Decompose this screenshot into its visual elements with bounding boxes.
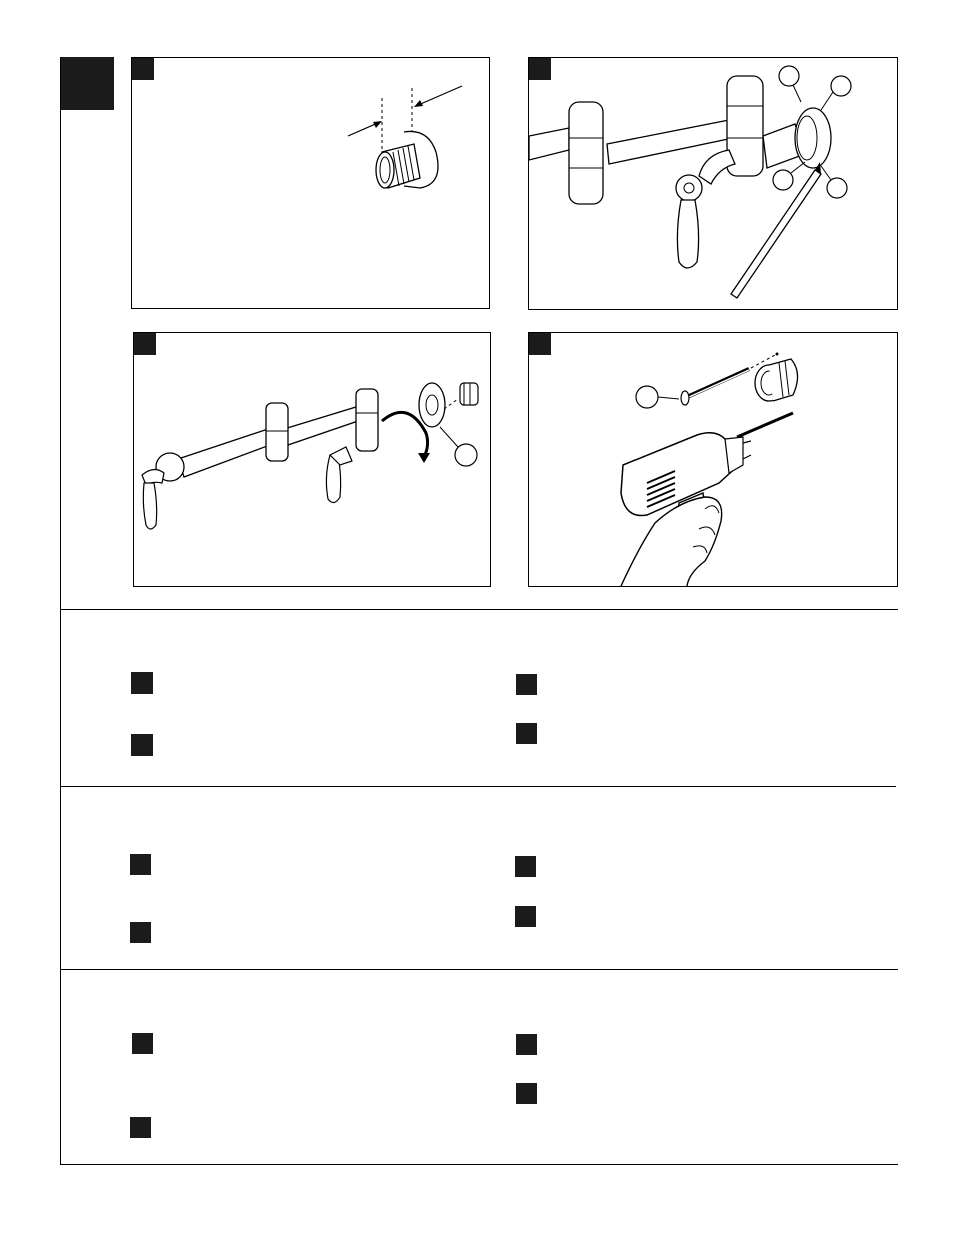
pot-filler-mark-illustration [529,58,897,309]
measure-panel [131,57,490,309]
panel-marker [529,333,551,355]
section-divider-2 [60,786,896,787]
row-1-left-marker-1 [131,672,153,694]
flange-measure-illustration [132,58,489,308]
row-3-left-marker-1 [132,1033,153,1054]
section-divider-3 [60,969,898,970]
row-2-left-marker-1 [130,854,151,875]
row-2-right-marker-2 [515,906,536,927]
rotate-panel [133,332,491,587]
drill-illustration [529,333,897,586]
panel-marker [134,333,156,355]
row-1-left-marker-2 [131,734,153,756]
row-1-right-marker-2 [516,723,537,744]
panel-marker [529,58,551,80]
row-2-right-marker-1 [515,856,536,877]
left-rule [60,57,61,1165]
drill-panel [528,332,898,587]
panel-marker [132,58,154,80]
row-1-right-marker-1 [516,674,537,695]
row-3-right-marker-2 [516,1083,537,1104]
step-number-tab [60,57,114,110]
section-divider-1 [60,609,898,610]
row-3-right-marker-1 [516,1034,537,1055]
section-divider-bottom [60,1164,898,1165]
mark-panel [528,57,898,310]
pot-filler-rotate-illustration [134,333,490,586]
row-3-left-marker-2 [130,1117,151,1138]
row-2-left-marker-2 [130,922,151,943]
